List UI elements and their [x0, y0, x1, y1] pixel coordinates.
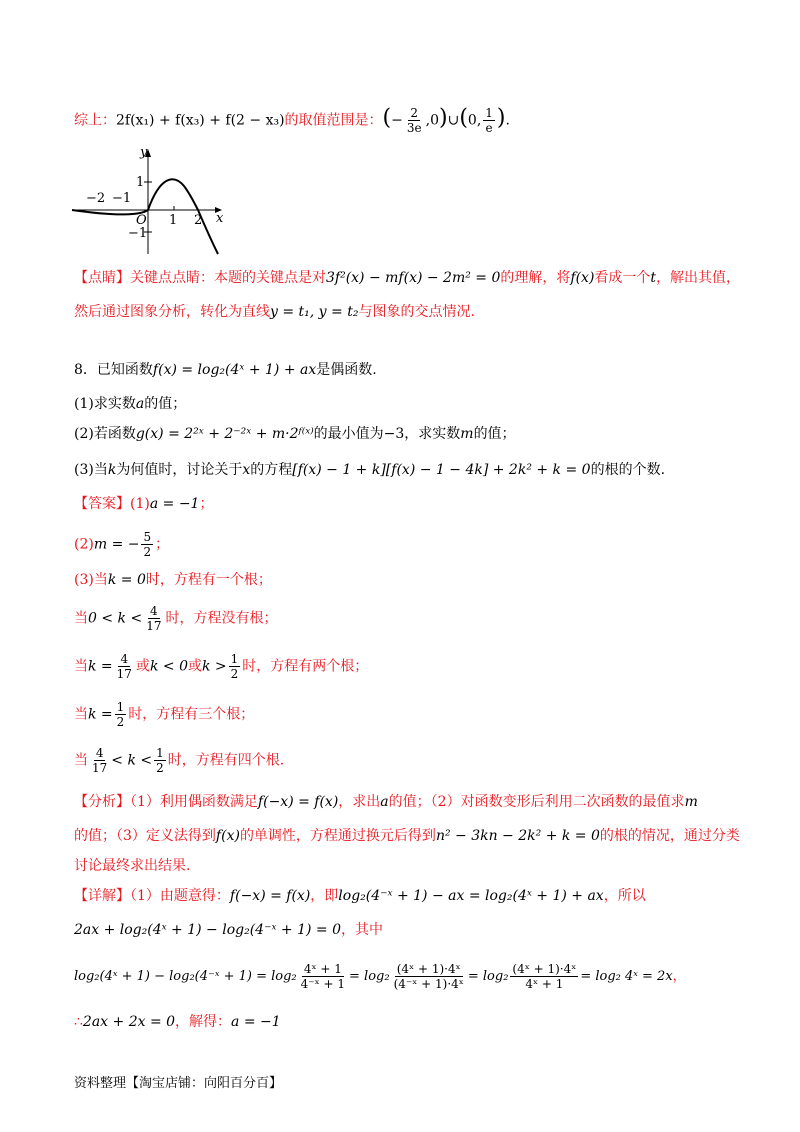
answer-3: (3)当k = 0时，方程有一个根；	[74, 572, 272, 588]
problem-statement: 8．已知函数f(x) = log₂(4ˣ + 1) + ax是偶函数.	[74, 362, 377, 378]
detail-line-2: 2ax + log₂(4ˣ + 1) − log₂(4⁻ˣ + 1) = 0，其中	[74, 922, 383, 938]
footer-text: 资料整理【淘宝店铺：向阳百分百】	[74, 1076, 283, 1091]
x-tick-label: −1	[112, 191, 132, 206]
analysis-line-1: 【分析】（1）利用偶函数满足f(−x) = f(x)，求出a的值；（2）对函数变形后利用二次函数的最值求m	[74, 794, 698, 810]
origin-label: O	[136, 213, 147, 228]
analysis-line-3: 讨论最终求出结果.	[74, 858, 191, 874]
answer-2: (2)m = − $\frac{5}{2}$ ；	[74, 530, 170, 559]
answer-1: 【答案】(1)a = −1；	[74, 496, 214, 512]
y-label: y	[140, 146, 148, 160]
answer-5: 当k = $\frac{4}{17}$ 或k < 0或k > $\frac{1}{2}$ 时，方程有两个根；	[74, 652, 369, 681]
x-tick-label: 2	[194, 213, 203, 228]
detail-line-4: ∴2ax + 2x = 0，解得：a = −1	[74, 1014, 281, 1030]
y-tick-label: −1	[128, 226, 148, 241]
function-graph	[70, 146, 230, 256]
answer-4: 当0 < k < $\frac{4}{17}$ 时，方程没有根；	[74, 604, 278, 633]
y-tick-label: 1	[136, 175, 145, 190]
fraction: $\frac{1}{e}$	[485, 106, 493, 135]
x-tick-label: 1	[169, 213, 178, 228]
answer-7: 当 $\frac{4}{17}$ < k < $\frac{1}{2}$ 时，方程有四个根.	[74, 746, 285, 775]
summary-line: 综上：2f(x₁) + f(x₃) + f(2 − x₃)的取值范围是：(− $\frac{2}{3e}$ ,0)∪(0, $\frac{1}{e}$ ).	[74, 105, 510, 135]
question-1: (1)求实数a的值；	[74, 396, 187, 412]
detail-line-1: 【详解】（1）由题意得：f(−x) = f(x)，即log₂(4⁻ˣ + 1) − ax = log₂(4ˣ + 1) + ax，所以	[74, 888, 646, 904]
answer-6: 当k = $\frac{1}{2}$ 时，方程有三个根；	[74, 700, 255, 729]
x-label: x	[216, 211, 224, 226]
analysis-line-2: 的值；（3）定义法得到f(x)的单调性，方程通过换元后得到n² − 3kn − 2k² + k = 0的根的情况，通过分类	[74, 828, 740, 844]
question-2: (2)若函数g(x) = 2²ˣ + 2⁻²ˣ + m·2ᶠ⁽ˣ⁾的最小值为−3，求实数m的值；	[74, 426, 516, 442]
fraction: $\frac{2}{3e}$	[406, 106, 422, 135]
x-tick-label: −2	[86, 191, 106, 206]
dianjing-line-2: 然后通过图象分析，转化为直线y = t₁, y = t₂与图象的交点情况.	[74, 304, 475, 320]
detail-line-3: log₂(4ˣ + 1) − log₂(4⁻ˣ + 1) = log₂ $\frac{\text{4ˣ + 1}}{\text{4⁻ˣ + 1}}$ = log₂ $\frac{\text{(4ˣ + 1)·4ˣ}}{\text{(4⁻ˣ + 1)·4ˣ}}$ = log₂ $\frac{\text{(4ˣ + 1)·4ˣ}}{\text{4ˣ + 1}}$ = log₂ 4ˣ = 2x，	[74, 962, 686, 991]
question-3: (3)当k为何值时，讨论关于x的方程[f(x) − 1 + k][f(x) − 1 − 4k] + 2k² + k = 0的根的个数.	[74, 462, 666, 478]
dianjing-line-1: 【点睛】关键点点睛：本题的关键点是对3f²(x) − mf(x) − 2m² = 0的理解，将f(x)看成一个t，解出其值，	[74, 270, 741, 286]
